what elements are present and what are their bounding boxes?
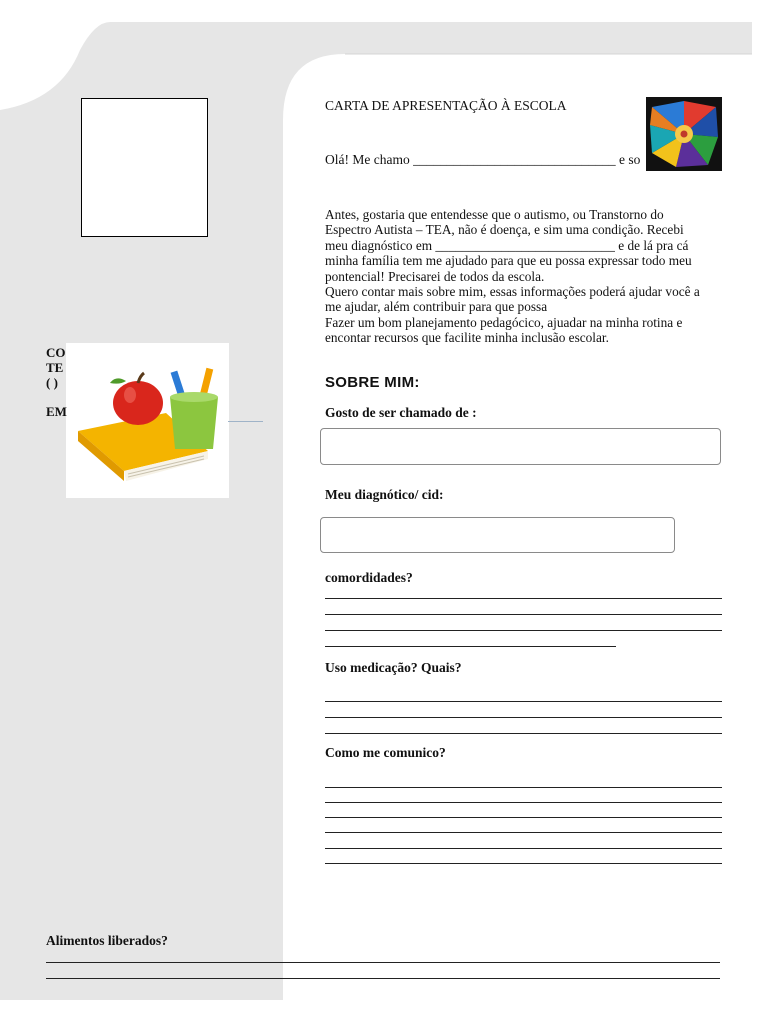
comorbidities-line-2[interactable] bbox=[325, 614, 722, 615]
paragraph-line: encontar recursos que facilite minha inclusão escolar. bbox=[325, 330, 609, 346]
nickname-input[interactable] bbox=[320, 428, 721, 465]
paragraph-line: me ajudar, além contribuir para que possa bbox=[325, 299, 548, 315]
autism-awareness-logo bbox=[646, 97, 722, 171]
comorbidities-label: comordidades? bbox=[325, 570, 413, 585]
letter-title: CARTA DE APRESENTAÇÃO À ESCOLA bbox=[325, 98, 567, 113]
diagnosis-input[interactable] bbox=[320, 517, 675, 553]
communication-label: Como me comunico? bbox=[325, 745, 446, 760]
food-line-2[interactable] bbox=[46, 978, 720, 979]
letter-intro: Olá! Me chamo ______________________________ e so bbox=[325, 152, 641, 167]
comorbidities-line-4[interactable] bbox=[325, 646, 616, 647]
communication-line-4[interactable] bbox=[325, 832, 722, 833]
communication-line-6[interactable] bbox=[325, 863, 722, 864]
food-line-1[interactable] bbox=[46, 962, 720, 963]
side-label-checkbox: ( ) bbox=[46, 375, 58, 390]
diagnosis-label: Meu diagnótico/ cid: bbox=[325, 487, 444, 502]
school-supplies-illustration bbox=[66, 343, 229, 498]
paragraph-line: Quero contar mais sobre mim, essas informações poderá ajudar você a bbox=[325, 284, 700, 300]
paragraph-line: meu diagnóstico em ___________________________ e de lá pra cá bbox=[325, 237, 689, 253]
comorbidities-line-1[interactable] bbox=[325, 598, 722, 599]
paragraph-line: Fazer um bom planejamento pedagócico, ajuadar na minha rotina e bbox=[325, 314, 683, 330]
medication-label: Uso medicação? Quais? bbox=[325, 660, 462, 675]
communication-line-1[interactable] bbox=[325, 787, 722, 788]
communication-line-5[interactable] bbox=[325, 848, 722, 849]
paragraph-line: minha família tem me ajudado para que eu possa expressar todo meu bbox=[325, 253, 692, 269]
communication-line-3[interactable] bbox=[325, 817, 722, 818]
medication-line-3[interactable] bbox=[325, 733, 722, 734]
nickname-label: Gosto de ser chamado de : bbox=[325, 405, 477, 420]
about-me-heading: SOBRE MIM: bbox=[325, 374, 420, 391]
side-label-em: EM bbox=[46, 404, 67, 419]
medication-line-1[interactable] bbox=[325, 701, 722, 702]
food-label: Alimentos liberados? bbox=[46, 933, 168, 948]
paragraph-line: Espectro Autista – TEA, não é doença, e sim uma condição. Recebi bbox=[325, 222, 684, 238]
paragraph-line: pontencial! Precisarei de todos da escola. bbox=[325, 268, 545, 284]
paragraph-line: Antes, gostaria que entendesse que o autismo, ou Transtorno do bbox=[325, 207, 664, 222]
letter-paragraph bbox=[325, 207, 725, 346]
medication-line-2[interactable] bbox=[325, 717, 722, 718]
photo-placeholder[interactable] bbox=[81, 98, 208, 237]
communication-line-2[interactable] bbox=[325, 802, 722, 803]
side-label-te: TE bbox=[46, 360, 64, 375]
comorbidities-line-3[interactable] bbox=[325, 630, 722, 631]
side-underline bbox=[228, 421, 263, 422]
side-label-co: CO bbox=[46, 345, 66, 360]
